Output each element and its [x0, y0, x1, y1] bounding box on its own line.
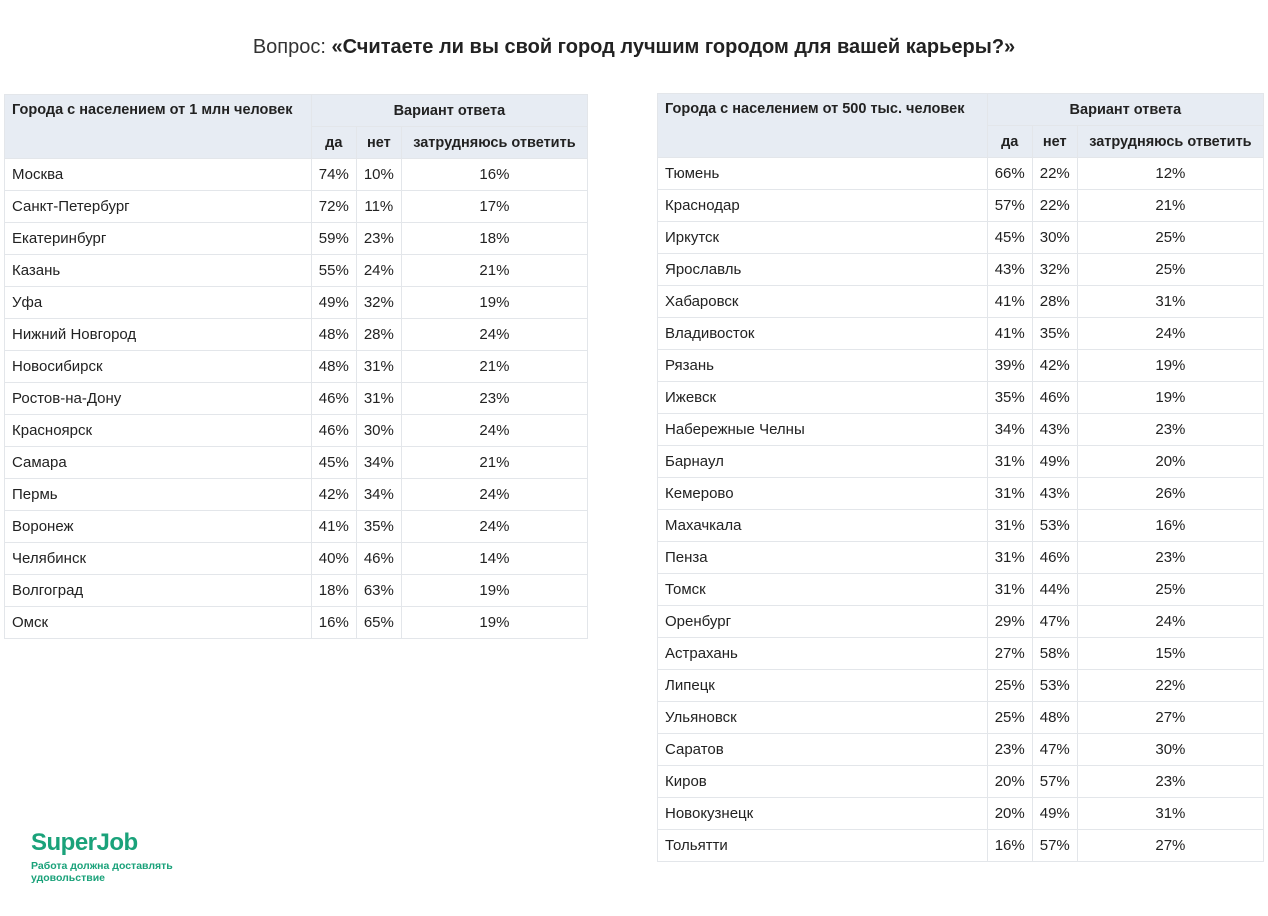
- unsure-cell: 21%: [401, 447, 587, 479]
- no-cell: 34%: [356, 479, 401, 511]
- yes-cell: 49%: [311, 287, 356, 319]
- no-cell: 58%: [1032, 638, 1077, 670]
- yes-cell: 45%: [311, 447, 356, 479]
- no-cell: 65%: [356, 607, 401, 639]
- unsure-cell: 19%: [1077, 382, 1263, 414]
- city-cell: Новосибирск: [5, 351, 312, 383]
- yes-cell: 16%: [311, 607, 356, 639]
- no-cell: 47%: [1032, 606, 1077, 638]
- yes-cell: 46%: [311, 383, 356, 415]
- no-cell: 43%: [1032, 478, 1077, 510]
- table-row: [5, 159, 588, 191]
- yes-cell: 34%: [987, 414, 1032, 446]
- yes-cell: 23%: [987, 734, 1032, 766]
- yes-cell: 18%: [311, 575, 356, 607]
- city-cell: Нижний Новгород: [5, 319, 312, 351]
- unsure-cell: 24%: [401, 511, 587, 543]
- no-cell: 63%: [356, 575, 401, 607]
- superjob-logo: [31, 829, 191, 884]
- city-cell: Барнаул: [658, 446, 988, 478]
- no-cell: 57%: [1032, 766, 1077, 798]
- table-row: [658, 190, 1264, 222]
- city-cell: Владивосток: [658, 318, 988, 350]
- table-row: [658, 798, 1264, 830]
- unsure-cell: 25%: [1077, 574, 1263, 606]
- no-cell: 49%: [1032, 446, 1077, 478]
- unsure-cell: 31%: [1077, 286, 1263, 318]
- no-cell: 46%: [356, 543, 401, 575]
- no-cell: 31%: [356, 351, 401, 383]
- yes-cell: 31%: [987, 574, 1032, 606]
- unsure-cell: 23%: [1077, 542, 1263, 574]
- table-row: [5, 607, 588, 639]
- unsure-cell: 17%: [401, 191, 587, 223]
- no-cell: 49%: [1032, 798, 1077, 830]
- city-cell: Казань: [5, 255, 312, 287]
- no-cell: 46%: [1032, 382, 1077, 414]
- group-header: Города с населением от 500 тыс. человек: [658, 94, 988, 158]
- column-header-no: нет: [356, 127, 401, 159]
- no-cell: 32%: [1032, 254, 1077, 286]
- city-cell: Томск: [658, 574, 988, 606]
- unsure-cell: 21%: [401, 255, 587, 287]
- column-header-unsure: затрудняюсь ответить: [1077, 126, 1263, 158]
- table-row: [658, 478, 1264, 510]
- table-row: [5, 351, 588, 383]
- no-cell: 22%: [1032, 158, 1077, 190]
- table-row: [658, 574, 1264, 606]
- table-row: [5, 319, 588, 351]
- city-cell: Ярославль: [658, 254, 988, 286]
- unsure-cell: 15%: [1077, 638, 1263, 670]
- yes-cell: 66%: [987, 158, 1032, 190]
- no-cell: 10%: [356, 159, 401, 191]
- no-cell: 11%: [356, 191, 401, 223]
- table-row: [658, 542, 1264, 574]
- yes-cell: 41%: [987, 286, 1032, 318]
- no-cell: 53%: [1032, 510, 1077, 542]
- city-cell: Набережные Челны: [658, 414, 988, 446]
- table-row: [658, 158, 1264, 190]
- table-row: [5, 575, 588, 607]
- table-row: [5, 255, 588, 287]
- yes-cell: 48%: [311, 351, 356, 383]
- city-cell: Пенза: [658, 542, 988, 574]
- no-cell: 35%: [356, 511, 401, 543]
- city-cell: Кемерово: [658, 478, 988, 510]
- unsure-cell: 23%: [1077, 766, 1263, 798]
- city-cell: Липецк: [658, 670, 988, 702]
- unsure-cell: 27%: [1077, 702, 1263, 734]
- table-row: [658, 414, 1264, 446]
- city-cell: Санкт-Петербург: [5, 191, 312, 223]
- yes-cell: 27%: [987, 638, 1032, 670]
- table-row: [658, 702, 1264, 734]
- city-cell: Волгоград: [5, 575, 312, 607]
- yes-cell: 31%: [987, 478, 1032, 510]
- unsure-cell: 23%: [1077, 414, 1263, 446]
- unsure-cell: 25%: [1077, 222, 1263, 254]
- unsure-cell: 21%: [1077, 190, 1263, 222]
- yes-cell: 57%: [987, 190, 1032, 222]
- unsure-cell: 19%: [401, 287, 587, 319]
- city-cell: Омск: [5, 607, 312, 639]
- city-cell: Иркутск: [658, 222, 988, 254]
- answer-header: Вариант ответа: [311, 95, 587, 127]
- city-cell: Краснодар: [658, 190, 988, 222]
- city-cell: Оренбург: [658, 606, 988, 638]
- no-cell: 34%: [356, 447, 401, 479]
- unsure-cell: 26%: [1077, 478, 1263, 510]
- table-row: [5, 383, 588, 415]
- yes-cell: 74%: [311, 159, 356, 191]
- table-row: [658, 606, 1264, 638]
- table-row: [5, 287, 588, 319]
- unsure-cell: 16%: [401, 159, 587, 191]
- city-cell: Новокузнецк: [658, 798, 988, 830]
- table-row: [658, 638, 1264, 670]
- table-body: [658, 158, 1264, 862]
- yes-cell: 43%: [987, 254, 1032, 286]
- no-cell: 30%: [356, 415, 401, 447]
- no-cell: 23%: [356, 223, 401, 255]
- yes-cell: 29%: [987, 606, 1032, 638]
- table-row: [5, 191, 588, 223]
- unsure-cell: 22%: [1077, 670, 1263, 702]
- unsure-cell: 21%: [401, 351, 587, 383]
- unsure-cell: 24%: [401, 479, 587, 511]
- city-cell: Воронеж: [5, 511, 312, 543]
- city-cell: Челябинск: [5, 543, 312, 575]
- unsure-cell: 24%: [401, 415, 587, 447]
- yes-cell: 20%: [987, 798, 1032, 830]
- yes-cell: 48%: [311, 319, 356, 351]
- table-row: [658, 830, 1264, 862]
- city-cell: Рязань: [658, 350, 988, 382]
- yes-cell: 41%: [311, 511, 356, 543]
- yes-cell: 42%: [311, 479, 356, 511]
- no-cell: 28%: [356, 319, 401, 351]
- column-header-yes: да: [311, 127, 356, 159]
- yes-cell: 39%: [987, 350, 1032, 382]
- unsure-cell: 30%: [1077, 734, 1263, 766]
- unsure-cell: 19%: [1077, 350, 1263, 382]
- unsure-cell: 27%: [1077, 830, 1263, 862]
- yes-cell: 40%: [311, 543, 356, 575]
- city-cell: Москва: [5, 159, 312, 191]
- yes-cell: 59%: [311, 223, 356, 255]
- city-cell: Киров: [658, 766, 988, 798]
- yes-cell: 45%: [987, 222, 1032, 254]
- table-row: [5, 479, 588, 511]
- no-cell: 31%: [356, 383, 401, 415]
- city-cell: Ростов-на-Дону: [5, 383, 312, 415]
- unsure-cell: 23%: [401, 383, 587, 415]
- yes-cell: 41%: [987, 318, 1032, 350]
- no-cell: 42%: [1032, 350, 1077, 382]
- question-text: «Считаете ли вы свой город лучшим городом для вашей карьеры?»: [331, 36, 1016, 58]
- unsure-cell: 24%: [401, 319, 587, 351]
- yes-cell: 72%: [311, 191, 356, 223]
- no-cell: 43%: [1032, 414, 1077, 446]
- yes-cell: 25%: [987, 702, 1032, 734]
- unsure-cell: 31%: [1077, 798, 1263, 830]
- unsure-cell: 20%: [1077, 446, 1263, 478]
- group-header: Города с населением от 1 млн человек: [5, 95, 312, 159]
- yes-cell: 25%: [987, 670, 1032, 702]
- yes-cell: 31%: [987, 542, 1032, 574]
- city-cell: Самара: [5, 447, 312, 479]
- city-cell: Ульяновск: [658, 702, 988, 734]
- logo-brand: SuperJob: [31, 829, 138, 856]
- no-cell: 57%: [1032, 830, 1077, 862]
- table-row: [658, 254, 1264, 286]
- city-cell: Екатеринбург: [5, 223, 312, 255]
- table-row: [5, 543, 588, 575]
- question-prefix: Вопрос:: [252, 36, 332, 58]
- no-cell: 48%: [1032, 702, 1077, 734]
- no-cell: 28%: [1032, 286, 1077, 318]
- city-cell: Ижевск: [658, 382, 988, 414]
- table-row: [658, 350, 1264, 382]
- unsure-cell: 18%: [401, 223, 587, 255]
- table-row: [658, 382, 1264, 414]
- table-row: [5, 447, 588, 479]
- unsure-cell: 24%: [1077, 318, 1263, 350]
- city-cell: Хабаровск: [658, 286, 988, 318]
- table-million-cities: [4, 94, 588, 639]
- yes-cell: 35%: [987, 382, 1032, 414]
- no-cell: 32%: [356, 287, 401, 319]
- no-cell: 24%: [356, 255, 401, 287]
- table-row: [658, 446, 1264, 478]
- city-cell: Красноярск: [5, 415, 312, 447]
- table-row: [658, 510, 1264, 542]
- logo-tagline: Работа должна доставлять удовольствие: [31, 860, 173, 884]
- unsure-cell: 14%: [401, 543, 587, 575]
- column-header-yes: да: [987, 126, 1032, 158]
- city-cell: Тюмень: [658, 158, 988, 190]
- table-row: [658, 318, 1264, 350]
- table-row: [658, 286, 1264, 318]
- yes-cell: 31%: [987, 446, 1032, 478]
- table-row: [658, 734, 1264, 766]
- city-cell: Уфа: [5, 287, 312, 319]
- yes-cell: 55%: [311, 255, 356, 287]
- page-title: [0, 36, 1268, 59]
- table-row: [5, 415, 588, 447]
- table-row: [658, 670, 1264, 702]
- no-cell: 44%: [1032, 574, 1077, 606]
- no-cell: 35%: [1032, 318, 1077, 350]
- yes-cell: 31%: [987, 510, 1032, 542]
- yes-cell: 16%: [987, 830, 1032, 862]
- city-cell: Пермь: [5, 479, 312, 511]
- no-cell: 22%: [1032, 190, 1077, 222]
- city-cell: Саратов: [658, 734, 988, 766]
- city-cell: Тольятти: [658, 830, 988, 862]
- table-row: [5, 223, 588, 255]
- no-cell: 47%: [1032, 734, 1077, 766]
- no-cell: 46%: [1032, 542, 1077, 574]
- yes-cell: 20%: [987, 766, 1032, 798]
- table-500k-cities: [657, 93, 1264, 862]
- table-row: [658, 222, 1264, 254]
- answer-header: Вариант ответа: [987, 94, 1263, 126]
- unsure-cell: 24%: [1077, 606, 1263, 638]
- city-cell: Махачкала: [658, 510, 988, 542]
- no-cell: 30%: [1032, 222, 1077, 254]
- yes-cell: 46%: [311, 415, 356, 447]
- column-header-no: нет: [1032, 126, 1077, 158]
- table-row: [5, 511, 588, 543]
- unsure-cell: 12%: [1077, 158, 1263, 190]
- table-body: [5, 159, 588, 639]
- city-cell: Астрахань: [658, 638, 988, 670]
- no-cell: 53%: [1032, 670, 1077, 702]
- unsure-cell: 19%: [401, 607, 587, 639]
- column-header-unsure: затрудняюсь ответить: [401, 127, 587, 159]
- unsure-cell: 25%: [1077, 254, 1263, 286]
- table-row: [658, 766, 1264, 798]
- unsure-cell: 19%: [401, 575, 587, 607]
- unsure-cell: 16%: [1077, 510, 1263, 542]
